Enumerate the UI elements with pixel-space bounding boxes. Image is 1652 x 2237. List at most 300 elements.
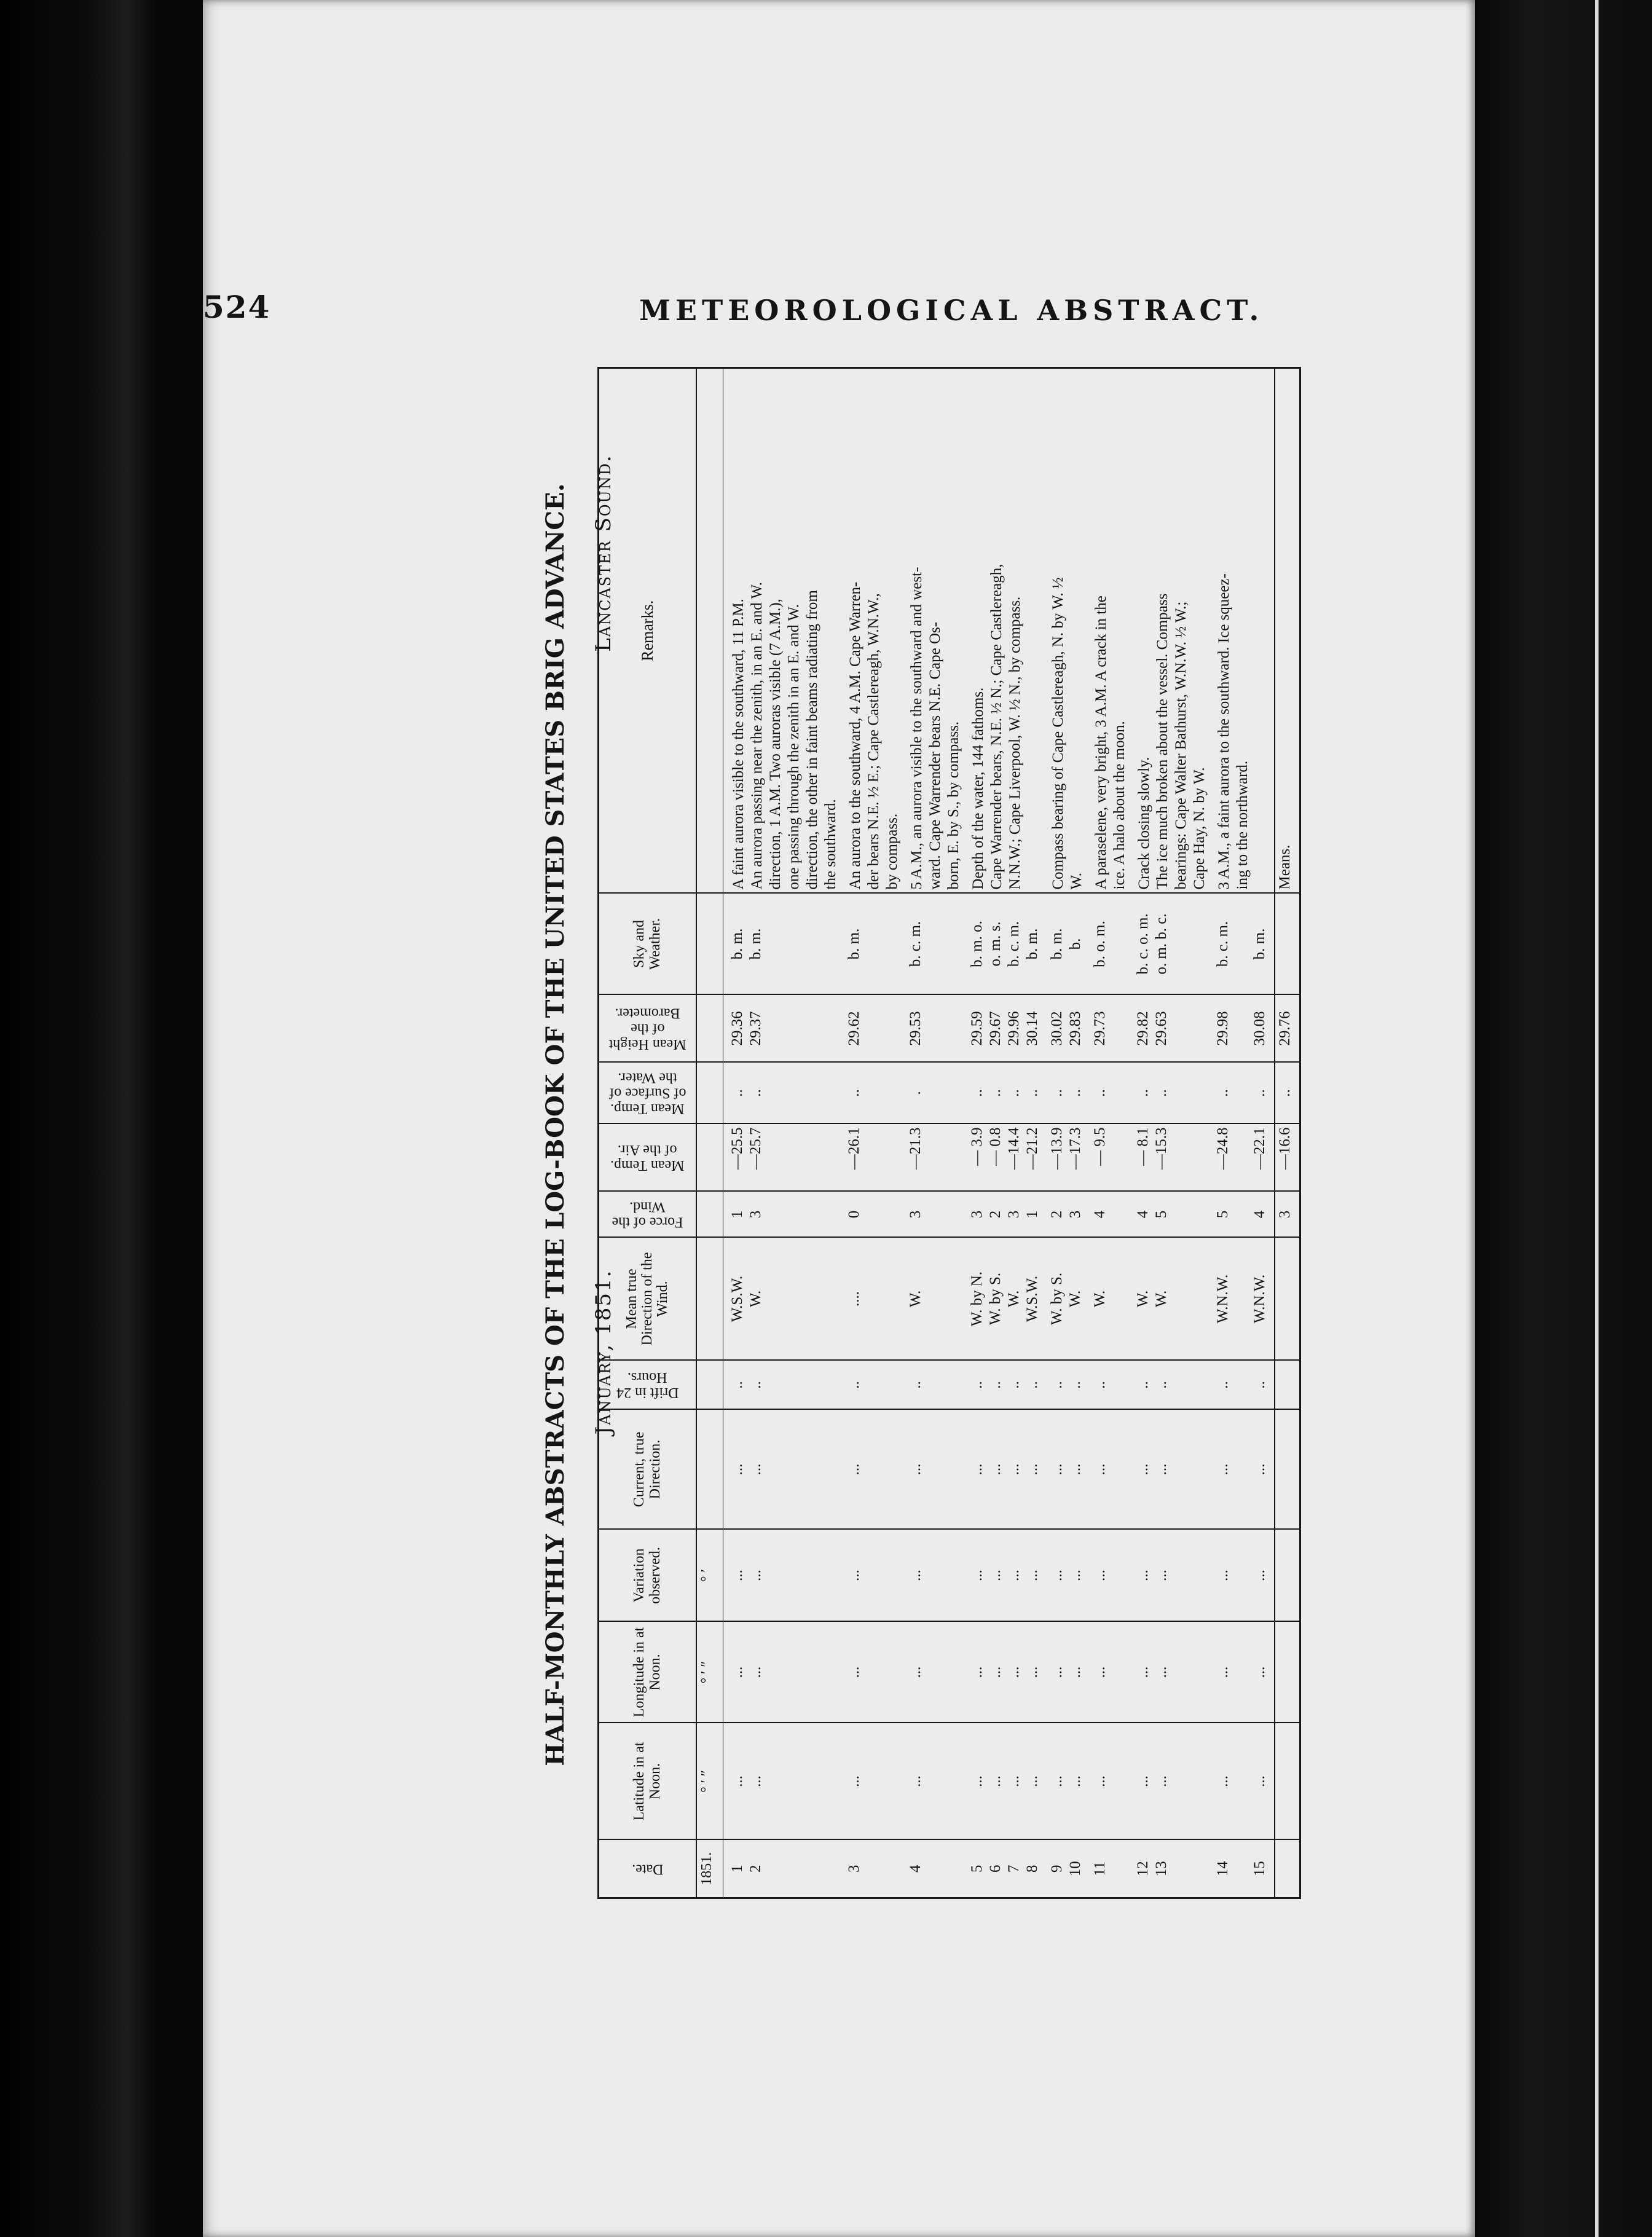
cell-water-temp: .. <box>730 1063 748 1124</box>
cell-remark-line: W. <box>1068 368 1086 894</box>
cell-air-temp: —13.9 <box>1049 1124 1068 1192</box>
cell-date: 3 <box>846 1840 865 1898</box>
cell-wind-direction <box>1190 1238 1209 1361</box>
header-wind-direction: Mean true Direction of the Wind. <box>599 1238 697 1361</box>
cell-current <box>822 1410 840 1530</box>
cell-wind-force <box>803 1192 822 1238</box>
cell-longitude: ... <box>846 1622 865 1723</box>
means-water-temp: .. <box>1275 1063 1300 1124</box>
cell-barometer: 30.14 <box>1025 995 1043 1063</box>
page-number: 524 <box>203 289 271 325</box>
cell-wind-direction <box>865 1238 883 1361</box>
cell-barometer: 29.96 <box>1006 995 1025 1063</box>
cell-current <box>803 1410 822 1530</box>
cell-variation <box>1172 1530 1190 1622</box>
cell-drift: .. <box>969 1361 988 1410</box>
cell-water-temp: .. <box>1092 1063 1111 1124</box>
cell-air-temp <box>1111 1124 1129 1192</box>
cell-date: 13 <box>1154 1840 1172 1898</box>
table-row <box>1049 368 1068 1898</box>
next-page-edge <box>1478 0 1652 2237</box>
cell-variation: ... <box>1215 1530 1233 1622</box>
cell-sky: b. c. m. <box>1215 894 1233 995</box>
cell-date: 2 <box>748 1840 766 1898</box>
cell-air-temp: — 9.5 <box>1092 1124 1111 1192</box>
cell-variation: ... <box>908 1530 926 1622</box>
cell-longitude <box>945 1622 963 1723</box>
cell-date <box>1190 1840 1209 1898</box>
cell-wind-direction: W. <box>1154 1238 1172 1361</box>
table-body <box>696 368 1300 1898</box>
cell-barometer <box>1111 995 1129 1063</box>
cell-date: 15 <box>1252 1840 1270 1898</box>
cell-barometer <box>926 995 945 1063</box>
cell-barometer: 30.02 <box>1049 995 1068 1063</box>
cell-longitude: ... <box>1049 1622 1068 1723</box>
cell-sky <box>1111 894 1129 995</box>
cell-remark-line: ing to the northward. <box>1233 368 1252 894</box>
cell-longitude: ... <box>988 1622 1006 1723</box>
cell-sky <box>865 894 883 995</box>
cell-latitude <box>1111 1723 1129 1840</box>
cell-remark-line: A faint aurora visible to the southward, 11 P.M. <box>730 368 748 894</box>
cell-date <box>785 1840 803 1898</box>
cell-latitude: ... <box>1006 1723 1025 1840</box>
cell-date <box>822 1840 840 1898</box>
cell-water-temp: .. <box>748 1063 766 1124</box>
cell-water-temp: . <box>908 1063 926 1124</box>
table-row-continuation <box>785 368 803 1898</box>
cell-remark-line: one passing through the zenith in an E. and W. <box>785 368 803 894</box>
cell-longitude: ... <box>969 1622 988 1723</box>
cell-barometer: 29.59 <box>969 995 988 1063</box>
cell-variation <box>1111 1530 1129 1622</box>
cell-latitude: ... <box>1215 1723 1233 1840</box>
cell-water-temp: .. <box>988 1063 1006 1124</box>
cell-latitude <box>926 1723 945 1840</box>
cell-water-temp <box>1172 1063 1190 1124</box>
cell-air-temp <box>766 1124 785 1192</box>
cell-latitude: ... <box>1092 1723 1111 1840</box>
cell-current: ... <box>1252 1410 1270 1530</box>
cell-air-temp: —24.8 <box>1215 1124 1233 1192</box>
cell-sky: o. m. s. <box>988 894 1006 995</box>
table-row <box>908 368 926 1898</box>
cell-wind-force <box>1190 1192 1209 1238</box>
cell-variation: ... <box>1135 1530 1154 1622</box>
cell-water-temp: .. <box>1049 1063 1068 1124</box>
cell-wind-force <box>785 1192 803 1238</box>
cell-latitude: ... <box>1025 1723 1043 1840</box>
table-row-continuation <box>865 368 883 1898</box>
cell-latitude: ... <box>1252 1723 1270 1840</box>
cell-drift: .. <box>988 1361 1006 1410</box>
cell-date: 7 <box>1006 1840 1025 1898</box>
table-row <box>988 368 1006 1898</box>
cell-latitude <box>803 1723 822 1840</box>
cell-water-temp: .. <box>1006 1063 1025 1124</box>
cell-longitude <box>865 1622 883 1723</box>
cell-current <box>865 1410 883 1530</box>
cell-variation: ... <box>969 1530 988 1622</box>
cell-wind-force <box>926 1192 945 1238</box>
cell-remark-line: N.N.W.; Cape Liverpool, W. ½ N., by compass. <box>1006 368 1025 894</box>
cell-variation: ... <box>1092 1530 1111 1622</box>
page-edge-strip <box>1595 0 1599 2237</box>
cell-water-temp <box>766 1063 785 1124</box>
table-header-row <box>599 368 697 1898</box>
log-table-wrapper <box>597 369 1301 1899</box>
cell-drift <box>865 1361 883 1410</box>
header-latitude: Latitude in at Noon. <box>599 1723 697 1840</box>
cell-variation: ... <box>1068 1530 1086 1622</box>
cell-variation: ... <box>1006 1530 1025 1622</box>
cell-barometer <box>1190 995 1209 1063</box>
cell-water-temp: .. <box>1025 1063 1043 1124</box>
cell-barometer: 29.53 <box>908 995 926 1063</box>
header-drift: Drift in 24 Hours. <box>599 1361 697 1410</box>
means-wind-force: 3 <box>1275 1192 1300 1238</box>
cell-longitude: ... <box>1135 1622 1154 1723</box>
cell-drift: .. <box>1068 1361 1086 1410</box>
cell-remark-line: der bears N.E. ½ E.; Cape Castlereagh, W.N.W., <box>865 368 883 894</box>
cell-drift: .. <box>1252 1361 1270 1410</box>
cell-sky <box>766 894 785 995</box>
cell-current <box>1190 1410 1209 1530</box>
cell-longitude: ... <box>908 1622 926 1723</box>
cell-wind-direction: W. by N. <box>969 1238 988 1361</box>
cell-current: ... <box>1049 1410 1068 1530</box>
cell-date: 6 <box>988 1840 1006 1898</box>
cell-drift: .. <box>1092 1361 1111 1410</box>
cell-wind-direction: W.S.W. <box>1025 1238 1043 1361</box>
cell-variation: ... <box>1049 1530 1068 1622</box>
cell-wind-direction: W.N.W. <box>1252 1238 1270 1361</box>
cell-wind-force <box>766 1192 785 1238</box>
cell-remark-line: bearings: Cape Walter Bathurst, W.N.W. ½ W.; <box>1172 368 1190 894</box>
cell-variation <box>865 1530 883 1622</box>
cell-wind-direction: W. <box>1006 1238 1025 1361</box>
cell-longitude <box>766 1622 785 1723</box>
cell-air-temp: —26.1 <box>846 1124 865 1192</box>
cell-remark-line: A paraselene, very bright, 3 A.M. A crack in the <box>1092 368 1111 894</box>
cell-wind-force: 1 <box>730 1192 748 1238</box>
cell-water-temp <box>945 1063 963 1124</box>
cell-longitude <box>926 1622 945 1723</box>
cell-date: 4 <box>908 1840 926 1898</box>
header-water-temp: Mean Temp. of Surface of the Water. <box>599 1063 697 1124</box>
cell-wind-force: 4 <box>1092 1192 1111 1238</box>
cell-current <box>766 1410 785 1530</box>
cell-wind-direction <box>1172 1238 1190 1361</box>
cell-sky: b. m. <box>730 894 748 995</box>
cell-barometer <box>1172 995 1190 1063</box>
cell-wind-force: 3 <box>908 1192 926 1238</box>
cell-latitude: ... <box>1135 1723 1154 1840</box>
cell-barometer <box>785 995 803 1063</box>
cell-wind-force <box>1233 1192 1252 1238</box>
cell-variation: ... <box>846 1530 865 1622</box>
cell-longitude: ... <box>1025 1622 1043 1723</box>
cell-water-temp <box>1233 1063 1252 1124</box>
means-row <box>1275 368 1300 1898</box>
cell-water-temp <box>822 1063 840 1124</box>
cell-variation: ... <box>1154 1530 1172 1622</box>
cell-barometer <box>883 995 902 1063</box>
cell-wind-force <box>865 1192 883 1238</box>
means-air-temp: —16.6 <box>1275 1124 1300 1192</box>
cell-wind-force: 0 <box>846 1192 865 1238</box>
cell-variation <box>1190 1530 1209 1622</box>
cell-water-temp <box>1111 1063 1129 1124</box>
header-barometer: Mean Height of the Barometer. <box>599 995 697 1063</box>
cell-drift: .. <box>1049 1361 1068 1410</box>
header-remarks: Remarks. <box>599 368 697 894</box>
cell-wind-direction: W.S.W. <box>730 1238 748 1361</box>
cell-variation: ... <box>1025 1530 1043 1622</box>
cell-longitude <box>803 1622 822 1723</box>
cell-barometer: 29.73 <box>1092 995 1111 1063</box>
cell-water-temp <box>883 1063 902 1124</box>
cell-variation: ... <box>748 1530 766 1622</box>
cell-remark-line: ice. A halo about the moon. <box>1111 368 1129 894</box>
cell-sky <box>1172 894 1190 995</box>
cell-latitude: ... <box>730 1723 748 1840</box>
cell-date: 14 <box>1215 1840 1233 1898</box>
units-variation: ° ′ <box>696 1530 723 1622</box>
cell-wind-force: 2 <box>988 1192 1006 1238</box>
cell-sky: b. m. <box>748 894 766 995</box>
cell-wind-direction: .... <box>846 1238 865 1361</box>
cell-variation <box>926 1530 945 1622</box>
cell-wind-direction: W. <box>908 1238 926 1361</box>
cell-barometer <box>945 995 963 1063</box>
cell-drift: .. <box>1006 1361 1025 1410</box>
cell-air-temp: — 3.9 <box>969 1124 988 1192</box>
table-row-continuation <box>1233 368 1252 1898</box>
units-latitude: ° ′ ″ <box>696 1723 723 1840</box>
cell-barometer: 29.67 <box>988 995 1006 1063</box>
cell-remark-line: Depth of the water, 144 fathoms. <box>969 368 988 894</box>
cell-barometer: 29.82 <box>1135 995 1154 1063</box>
table-row <box>1025 368 1043 1898</box>
cell-sky <box>803 894 822 995</box>
cell-drift <box>1111 1361 1129 1410</box>
cell-variation <box>883 1530 902 1622</box>
table-row <box>730 368 748 1898</box>
header-wind-force: Force of the Wind. <box>599 1192 697 1238</box>
cell-remark-line: by compass. <box>883 368 902 894</box>
cell-remark-line <box>1252 368 1270 894</box>
cell-air-temp <box>926 1124 945 1192</box>
cell-air-temp: —22.1 <box>1252 1124 1270 1192</box>
cell-sky: b. c. m. <box>908 894 926 995</box>
cell-remark-line: the southward. <box>822 368 840 894</box>
cell-wind-force: 3 <box>1068 1192 1086 1238</box>
cell-air-temp <box>945 1124 963 1192</box>
cell-wind-force: 4 <box>1135 1192 1154 1238</box>
cell-air-temp: — 8.1 <box>1135 1124 1154 1192</box>
cell-remark-line: ward. Cape Warrender bears N.E. Cape Os- <box>926 368 945 894</box>
cell-current <box>1233 1410 1252 1530</box>
table-row-continuation <box>766 368 785 1898</box>
cell-wind-direction: W. by S. <box>1049 1238 1068 1361</box>
table-row <box>1252 368 1270 1898</box>
cell-barometer <box>865 995 883 1063</box>
cell-wind-direction <box>822 1238 840 1361</box>
cell-date: 9 <box>1049 1840 1068 1898</box>
cell-current: ... <box>1025 1410 1043 1530</box>
cell-current: ... <box>908 1410 926 1530</box>
cell-variation: ... <box>730 1530 748 1622</box>
cell-latitude <box>883 1723 902 1840</box>
cell-wind-direction: W.N.W. <box>1215 1238 1233 1361</box>
cell-remark-line: An aurora to the southward, 4 A.M. Cape Warren- <box>846 368 865 894</box>
cell-variation <box>785 1530 803 1622</box>
cell-latitude <box>945 1723 963 1840</box>
table-row <box>846 368 865 1898</box>
cell-current: ... <box>988 1410 1006 1530</box>
cell-drift <box>1233 1361 1252 1410</box>
table-row <box>1006 368 1025 1898</box>
cell-air-temp: —17.3 <box>1068 1124 1086 1192</box>
cell-longitude: ... <box>1154 1622 1172 1723</box>
cell-sky: b. <box>1068 894 1086 995</box>
cell-wind-force <box>1111 1192 1129 1238</box>
cell-wind-force: 3 <box>748 1192 766 1238</box>
header-sky: Sky and Weather. <box>599 894 697 995</box>
cell-current <box>1111 1410 1129 1530</box>
cell-drift <box>785 1361 803 1410</box>
header-current: Current, true Direction. <box>599 1410 697 1530</box>
filler-row <box>1270 368 1275 1898</box>
cell-air-temp <box>785 1124 803 1192</box>
cell-date <box>1172 1840 1190 1898</box>
month-label: January, 1851. <box>591 1269 616 1435</box>
cell-latitude <box>865 1723 883 1840</box>
cell-latitude <box>785 1723 803 1840</box>
cell-remark-line: An aurora passing near the zenith, in an E. and W. <box>748 368 766 894</box>
table-row-continuation <box>1172 368 1190 1898</box>
cell-wind-force: 1 <box>1025 1192 1043 1238</box>
cell-latitude <box>1233 1723 1252 1840</box>
table-row <box>748 368 766 1898</box>
table-row-continuation <box>926 368 945 1898</box>
cell-drift <box>1172 1361 1190 1410</box>
cell-current <box>926 1410 945 1530</box>
cell-remark-line: 3 A.M., a faint aurora to the southward. Ice squeez- <box>1215 368 1233 894</box>
table-row <box>1068 368 1086 1898</box>
cell-wind-force: 4 <box>1252 1192 1270 1238</box>
cell-air-temp <box>822 1124 840 1192</box>
cell-variation: ... <box>1252 1530 1270 1622</box>
cell-remark-line: direction, the other in faint beams radiating from <box>803 368 822 894</box>
cell-drift <box>945 1361 963 1410</box>
cell-air-temp <box>1233 1124 1252 1192</box>
cell-latitude <box>766 1723 785 1840</box>
cell-latitude: ... <box>1154 1723 1172 1840</box>
cell-sky: b. m. <box>1252 894 1270 995</box>
cell-current: ... <box>1092 1410 1111 1530</box>
cell-remark-line: The ice much broken about the vessel. Compass <box>1154 368 1172 894</box>
means-barometer: 29.76 <box>1275 995 1300 1063</box>
cell-wind-force <box>822 1192 840 1238</box>
cell-water-temp: .. <box>969 1063 988 1124</box>
cell-drift: .. <box>1154 1361 1172 1410</box>
cell-water-temp <box>785 1063 803 1124</box>
cell-drift: .. <box>748 1361 766 1410</box>
cell-sky: b. c. o. m. <box>1135 894 1154 995</box>
cell-longitude <box>883 1622 902 1723</box>
cell-drift: .. <box>846 1361 865 1410</box>
cell-drift: .. <box>1025 1361 1043 1410</box>
cell-drift <box>1190 1361 1209 1410</box>
cell-drift: .. <box>730 1361 748 1410</box>
cell-air-temp <box>883 1124 902 1192</box>
cell-date <box>883 1840 902 1898</box>
cell-longitude: ... <box>1252 1622 1270 1723</box>
cell-drift <box>883 1361 902 1410</box>
cell-sky: b. c. m. <box>1006 894 1025 995</box>
table-row <box>1154 368 1172 1898</box>
cell-sky <box>822 894 840 995</box>
cell-barometer <box>766 995 785 1063</box>
cell-latitude: ... <box>1049 1723 1068 1840</box>
cell-longitude <box>1111 1622 1129 1723</box>
cell-wind-direction <box>883 1238 902 1361</box>
cell-water-temp: .. <box>1135 1063 1154 1124</box>
cell-remark-line: Compass bearing of Cape Castlereagh, N. by W. ½ <box>1049 368 1068 894</box>
cell-drift: .. <box>1135 1361 1154 1410</box>
cell-barometer: 30.08 <box>1252 995 1270 1063</box>
cell-remark-line: direction, 1 A.M. Two auroras visible (7 A.M.), <box>766 368 785 894</box>
table-row-continuation <box>1111 368 1129 1898</box>
cell-barometer: 29.63 <box>1154 995 1172 1063</box>
header-longitude: Longitude in at Noon. <box>599 1622 697 1723</box>
cell-date <box>803 1840 822 1898</box>
cell-wind-force: 5 <box>1154 1192 1172 1238</box>
cell-current: ... <box>1068 1410 1086 1530</box>
cell-wind-direction: W. <box>1092 1238 1111 1361</box>
cell-drift <box>766 1361 785 1410</box>
cell-air-temp <box>803 1124 822 1192</box>
cell-drift: .. <box>908 1361 926 1410</box>
cell-air-temp: —15.3 <box>1154 1124 1172 1192</box>
table-row <box>1135 368 1154 1898</box>
cell-sky: b. o. m. <box>1092 894 1111 995</box>
units-date: 1851. <box>696 1840 723 1898</box>
cell-sky: b. m. <box>1049 894 1068 995</box>
table-row-continuation <box>803 368 822 1898</box>
means-label: Means. <box>1275 368 1300 894</box>
cell-date: 1 <box>730 1840 748 1898</box>
cell-barometer <box>822 995 840 1063</box>
table-row-continuation <box>822 368 840 1898</box>
cell-date <box>865 1840 883 1898</box>
cell-air-temp <box>1172 1124 1190 1192</box>
cell-sky <box>926 894 945 995</box>
units-row <box>696 368 723 1898</box>
cell-remark-line: born, E. by S., by compass. <box>945 368 963 894</box>
cell-current: ... <box>1154 1410 1172 1530</box>
cell-drift <box>822 1361 840 1410</box>
cell-current: ... <box>748 1410 766 1530</box>
cell-water-temp: .. <box>846 1063 865 1124</box>
cell-longitude <box>822 1622 840 1723</box>
cell-current: ... <box>1135 1410 1154 1530</box>
cell-water-temp <box>865 1063 883 1124</box>
cell-sky: o. m. b. c. <box>1154 894 1172 995</box>
